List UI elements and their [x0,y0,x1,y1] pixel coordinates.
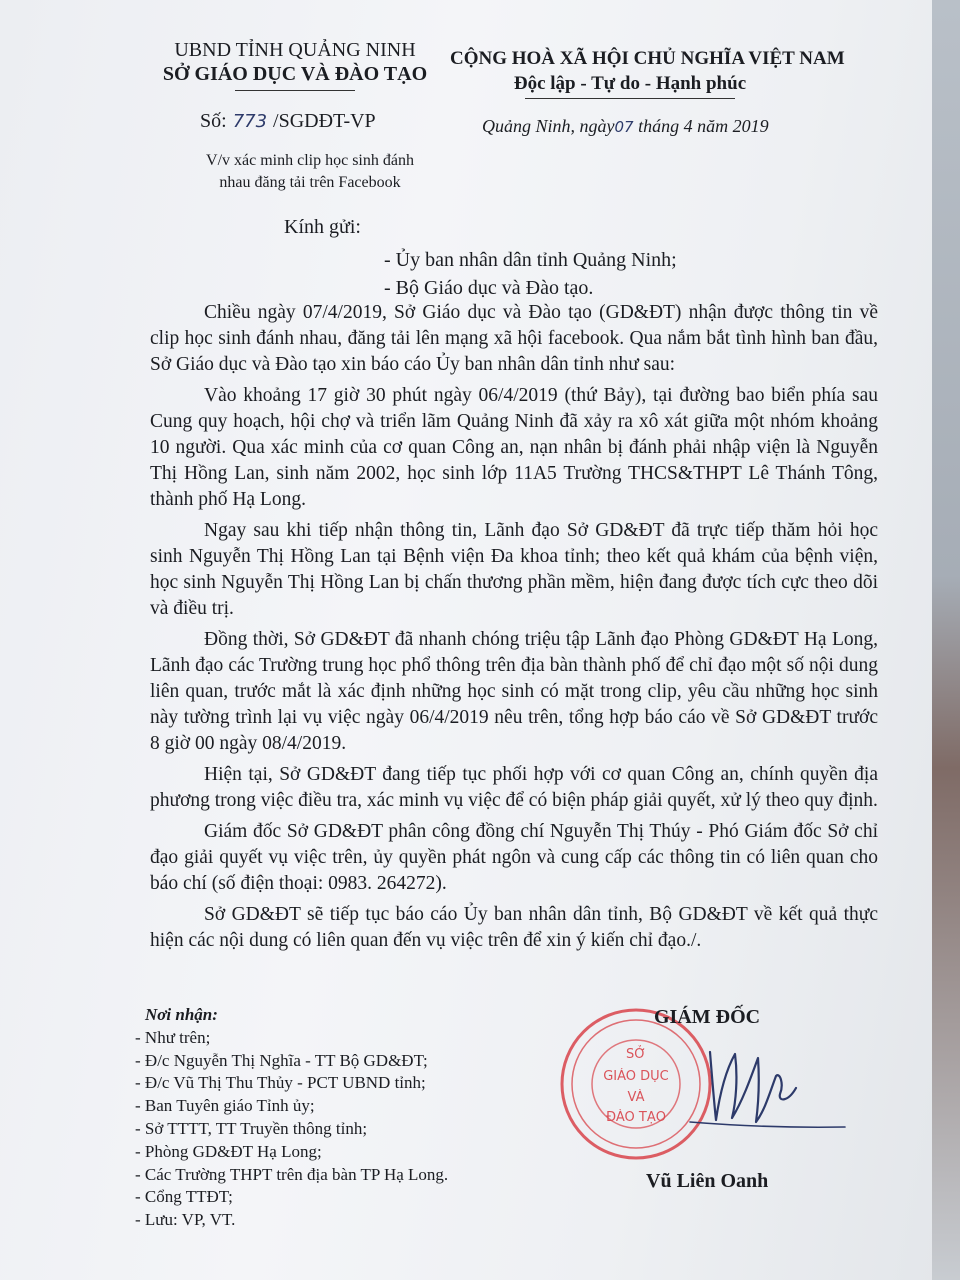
recipient-item: - Ủy ban nhân dân tỉnh Quảng Ninh; [384,249,677,271]
distribution-item: - Sở TTTT, TT Truyền thông tỉnh; [135,1118,368,1138]
nation-motto: Độc lập - Tự do - Hạnh phúc [513,73,747,94]
distribution-item: - Như trên; [135,1027,211,1047]
agency-underline [235,90,355,91]
body-paragraph: Đồng thời, Sở GD&ĐT đã nhanh chóng triệu tập Lãnh đạo Phòng GD&ĐT Hạ Long, Lãnh đạo các Trường trung học phổ thông trên địa bàn thành phố để chỉ đạo một số nội dung liên quan, trước mắt là xác định những học sinh có mặt trong clip, yêu cầu những học sinh này tường trình lại vụ việc ngày 06/4/2019 nêu trên, tổng hợp báo cáo về Sở GD&ĐT trước 8 giờ 00 ngày 08/4/2019. [150,629,878,754]
nation-header [450,46,845,99]
recipient-list [384,246,677,302]
distribution-item: - Các Trường THPT trên địa bàn TP Hạ Long. [135,1164,449,1184]
agency-line-2: SỞ GIÁO DỤC VÀ ĐÀO TẠO [162,63,428,85]
body-paragraph: Vào khoảng 17 giờ 30 phút ngày 06/4/2019 (thứ Bảy), tại đường bao biển phía sau Cung quy hoạch, hội chợ và triển lãm Quảng Ninh đã xảy ra xô xát giữa một nhóm khoảng 10 người. Qua xác minh của cơ quan Công an, nạn nhân bị đánh phải nhập viện là Nguyễn Thị Hồng Lan, sinh năm 2002, học sinh lớp 11A5 Trường THCS&THPT Lê Thánh Tông, thành phố Hạ Long. [150,385,878,510]
agency-line-1: UBND TỈNH QUẢNG NINH [174,39,416,61]
stamp-text-line: SỞ [625,1047,647,1062]
distribution-list [135,1004,448,1232]
body-paragraph: Giám đốc Sở GD&ĐT phân công đồng chí Nguyễn Thị Thúy - Phó Giám đốc Sở chỉ đạo giải quyết vụ việc trên, ủy quyền phát ngôn và cung cấp các thông tin có liên quan cho báo chí (số điện thoại: 0983. 264272). [150,821,878,894]
distribution-item: - Đ/c Nguyễn Thị Nghĩa - TT Bộ GD&ĐT; [135,1050,428,1070]
handwritten-signature-icon [680,1032,850,1132]
distribution-item: - Lưu: VP, VT. [135,1210,236,1230]
nation-underline [525,98,735,99]
stamp-text-line: ĐÀO TẠO [606,1110,666,1125]
stamp-text-line: GIÁO DỤC [603,1069,669,1084]
distribution-item: - Ban Tuyên giáo Tỉnh ủy; [135,1096,315,1116]
place-prefix: Quảng Ninh, ngày [482,116,615,136]
distribution-item: - Phòng GD&ĐT Hạ Long; [135,1141,322,1161]
stamp-text-line: VÀ [627,1090,645,1105]
signer-name: Vũ Liên Oanh [646,1170,769,1192]
document-number [200,110,376,133]
subject-line-2: nhau đăng tải trên Facebook [219,174,401,191]
distribution-item: - Đ/c Vũ Thị Thu Thủy - PCT UBND tỉnh; [135,1073,426,1093]
distribution-item: - Cổng TTĐT; [135,1187,233,1207]
letter-body [150,300,878,959]
distribution-title: Nơi nhận: [145,1005,218,1024]
agency-header [160,38,430,91]
body-paragraph: Hiện tại, Sở GD&ĐT đang tiếp tục phối hợp với cơ quan Công an, chính quyền địa phương trong việc điều tra, xác minh vụ việc để có biện pháp giải quyết, xử lý theo quy định. [150,764,878,811]
so-label: Số: [200,110,227,132]
greeting-label: Kính gửi: [284,216,361,238]
place-date [482,116,769,137]
subject-line-1: V/v xác minh clip học sinh đánh [206,152,414,169]
so-number-handwritten: 773 [232,111,268,132]
body-paragraph: Sở GD&ĐT sẽ tiếp tục báo cáo Ủy ban nhân dân tỉnh, Bộ GD&ĐT về kết quả thực hiện các nội dung có liên quan đến vụ việc trên để xin ý kiến chỉ đạo./. [150,904,878,951]
signer-title: GIÁM ĐỐC [654,1006,761,1028]
place-day-handwritten: 07 [614,118,634,136]
subject [190,150,430,194]
nation-line-1: CỘNG HOÀ XÃ HỘI CHỦ NGHĨA VIỆT NAM [450,48,845,69]
place-rest: tháng 4 năm 2019 [638,116,769,136]
background-edge [932,0,960,1280]
body-paragraph: Ngay sau khi tiếp nhận thông tin, Lãnh đạo Sở GD&ĐT đã trực tiếp thăm hỏi học sinh Nguyễn Thị Hồng Lan tại Bệnh viện Đa khoa tỉnh; theo kết quả khám của bệnh viện, học sinh Nguyễn Thị Hồng Lan bị chấn thương phần mềm, hiện đang được tích cực theo dõi và điều trị. [150,520,878,619]
so-suffix: /SGDĐT-VP [273,110,376,132]
body-paragraph: Chiều ngày 07/4/2019, Sở Giáo dục và Đào tạo (GD&ĐT) nhận được thông tin về clip học sinh đánh nhau, đăng tải lên mạng xã hội facebook. Qua nắm bắt tình hình ban đầu, Sở Giáo dục và Đào tạo xin báo cáo Ủy ban nhân dân tỉnh như sau: [150,302,878,375]
recipient-item: - Bộ Giáo dục và Đào tạo. [384,277,594,299]
